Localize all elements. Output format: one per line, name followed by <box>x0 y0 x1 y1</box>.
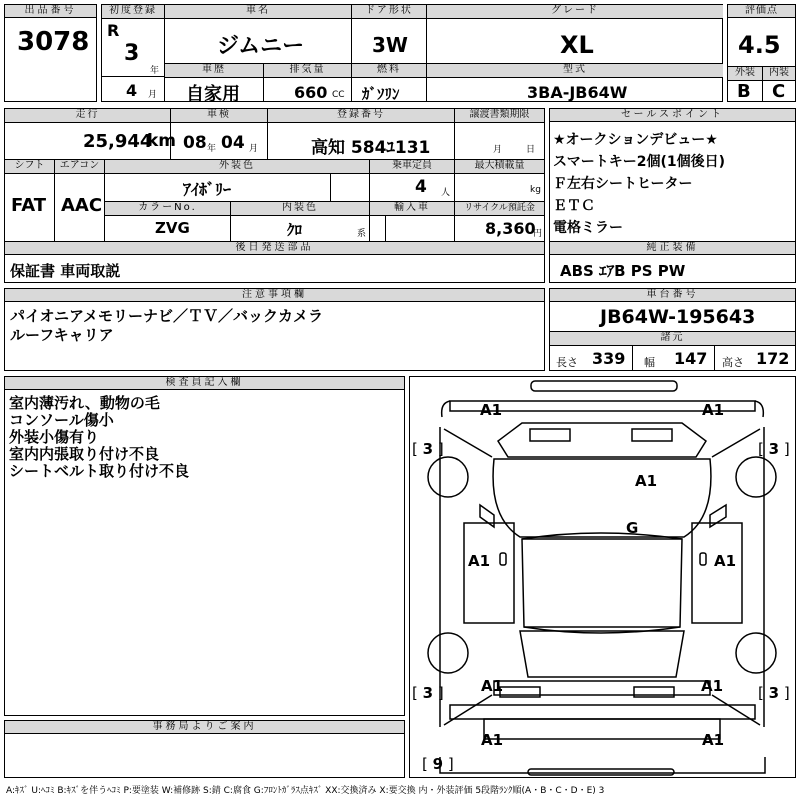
damage-mark: A1 <box>481 731 504 749</box>
tire-mark-rear-right: [ 3 ] <box>758 684 790 702</box>
transfer-day-unit: 日 <box>526 145 536 155</box>
import-label: 輸入車 <box>370 202 454 215</box>
car-name-label: 車名 <box>165 5 351 18</box>
office-box <box>4 720 405 778</box>
inspection-year: 08 <box>183 133 207 153</box>
damage-mark: A1 <box>480 401 503 419</box>
inspection-month-unit: 月 <box>249 144 259 154</box>
inspector-line: 外装小傷有り <box>9 428 100 446</box>
first-reg-label: 初度登録 <box>102 5 164 18</box>
grade-value: XL <box>560 31 594 59</box>
width-value: 147 <box>674 349 708 368</box>
lot-label: 出品番号 <box>5 5 96 18</box>
score-value: 4.5 <box>738 31 781 59</box>
ext-score-label: 外装 <box>728 67 762 80</box>
door-label: ドア形状 <box>352 5 426 18</box>
grade-label: グレード <box>427 5 723 18</box>
tire-mark-spare: [ 9 ] <box>422 755 454 773</box>
tire-mark-rear-left: [ 3 ] <box>412 684 444 702</box>
max-load-label: 最大積載量 <box>455 160 544 173</box>
shift-label: シフト <box>5 160 54 173</box>
equipment-box <box>549 241 796 283</box>
first-reg-year-unit: 年 <box>150 66 160 76</box>
max-load-unit: kg <box>530 185 541 195</box>
sales-points-box <box>549 108 796 242</box>
displacement-label: 排気量 <box>264 64 351 77</box>
interior-color-label: 内装色 <box>231 202 369 215</box>
car-name-value: ジムニー <box>217 34 305 59</box>
transfer-month-unit: 月 <box>493 145 503 155</box>
height-label: 高さ <box>722 356 744 369</box>
displacement-value: 660 <box>294 83 328 102</box>
length-value: 339 <box>592 349 626 368</box>
later-parts-label: 後日発送部品 <box>5 242 544 255</box>
interior-color-value: ｸﾛ <box>287 221 303 239</box>
recycle-value: 8,360 <box>485 219 536 238</box>
chassis-label: 車台番号 <box>550 289 795 302</box>
details-box <box>4 108 545 242</box>
shift-value: FAT <box>11 195 47 216</box>
equipment-value: ABS ｴｱB PS PW <box>560 262 686 280</box>
note-line: ルーフキャリア <box>10 326 114 344</box>
sales-point-line: スマートキー2個(1個後日) <box>553 154 725 170</box>
tire-mark-front-right: [ 3 ] <box>758 440 790 458</box>
width-label: 幅 <box>644 356 655 369</box>
door-value: 3W <box>372 33 408 57</box>
sales-point-line: Ｆ左右シートヒーター <box>553 176 693 192</box>
transfer-label: 譲渡書類期限 <box>455 109 544 122</box>
dimensions-label: 諸元 <box>550 332 795 345</box>
sales-point-line: 電格ミラー <box>553 220 623 236</box>
chassis-box <box>549 288 796 371</box>
recycle-unit: 円 <box>533 229 543 239</box>
lot-number: 3078 <box>17 27 90 57</box>
damage-mark: A1 <box>701 677 724 695</box>
damage-mark: A1 <box>481 677 504 695</box>
capacity-label: 乗車定員 <box>370 160 454 173</box>
inspection-label: 車検 <box>171 109 267 122</box>
inspector-label: 検査員記入欄 <box>5 377 404 390</box>
first-reg-year: 3 <box>124 41 140 66</box>
fuel-value: ｶﾞｿﾘﾝ <box>362 85 400 103</box>
plate-label: 登録番号 <box>268 109 454 122</box>
note-line: パイオニアメモリーナビ／ＴＶ／バックカメラ <box>10 307 324 325</box>
inspector-box <box>4 376 405 716</box>
recycle-label: リサイクル預託金 <box>455 202 544 215</box>
damage-mark: A1 <box>702 731 725 749</box>
sales-points-list <box>553 129 725 239</box>
exterior-color-value: ｱｲﾎﾞﾘｰ <box>183 180 232 199</box>
first-reg-era: R <box>107 21 120 40</box>
vehicle-header-box <box>101 4 723 105</box>
mileage-unit: km <box>147 131 177 151</box>
capacity-value: 4 <box>415 177 427 197</box>
sales-point-line: ＥＴＣ <box>553 198 595 214</box>
ext-score: B <box>737 81 751 102</box>
int-score-label: 内装 <box>763 67 795 80</box>
notes-label: 注意事項欄 <box>5 289 544 302</box>
car-outline-diagram <box>410 377 795 777</box>
inspector-line: コンソール傷小 <box>9 411 114 429</box>
first-reg-month-unit: 月 <box>148 90 158 100</box>
damage-mark: A1 <box>714 552 737 570</box>
inspector-line: シートベルト取り付け不良 <box>9 462 190 480</box>
equipment-label: 純正装備 <box>550 242 795 255</box>
later-parts-value: 保証書 車両取説 <box>10 262 121 280</box>
score-label: 評価点 <box>728 5 795 18</box>
inspection-month: 04 <box>221 133 245 153</box>
interior-color-unit: 系 <box>357 229 367 239</box>
mileage-label: 走行 <box>5 109 170 122</box>
lot-box <box>4 4 97 102</box>
exterior-color-label: 外装色 <box>105 160 369 173</box>
inspector-line: 室内内張取り付け不良 <box>9 445 160 463</box>
model-value: 3BA-JB64W <box>527 83 628 102</box>
model-label: 型式 <box>427 64 723 77</box>
color-no-label: カラーNo. <box>105 202 230 215</box>
length-label: 長さ <box>556 356 578 369</box>
displacement-unit: CC <box>332 90 345 100</box>
capacity-unit: 人 <box>441 188 451 198</box>
later-parts-box <box>4 241 545 283</box>
notes-box <box>4 288 545 371</box>
damage-diagram <box>409 376 796 778</box>
damage-mark: A1 <box>468 552 491 570</box>
score-box <box>727 4 796 102</box>
damage-mark: A1 <box>702 401 725 419</box>
mileage-value: 25,944 <box>83 131 153 152</box>
aircon-value: AAC <box>61 195 103 216</box>
inspection-year-unit: 年 <box>207 144 217 154</box>
int-score: C <box>772 81 786 102</box>
sales-points-label: セールスポイント <box>550 109 795 122</box>
damage-mark: A1 <box>635 472 658 490</box>
fuel-label: 燃料 <box>352 64 426 77</box>
aircon-label: エアコン <box>55 160 104 173</box>
inspector-line: 室内薄汚れ、動物の毛 <box>9 394 160 412</box>
first-reg-month: 4 <box>126 81 138 100</box>
plate-value: 高知 584ﾕ131 <box>311 138 431 158</box>
sales-point-line: ★オークションデビュー★ <box>553 132 718 148</box>
history-label: 車歴 <box>165 64 263 77</box>
color-no-value: ZVG <box>155 219 190 237</box>
damage-mark: G <box>626 519 639 537</box>
height-value: 172 <box>756 349 790 368</box>
history-value: 自家用 <box>186 84 240 105</box>
chassis-value: JB64W-195643 <box>600 306 756 328</box>
office-label: 事務局よりご案内 <box>5 721 404 734</box>
legend: A:ｷｽﾞ U:ﾍｺﾐ B:ｷｽﾞを伴うﾍｺﾐ P:要塗装 W:補修跡 S:錆 C:腐食 G:ﾌﾛﾝﾄｶﾞﾗｽ点ｷｽﾞ XX:交換済み X:要交換 内・外装評価 5段階ﾗﾝｸ順(A・B・C・D・E) 3 <box>6 786 605 796</box>
tire-mark-front-left: [ 3 ] <box>412 440 444 458</box>
